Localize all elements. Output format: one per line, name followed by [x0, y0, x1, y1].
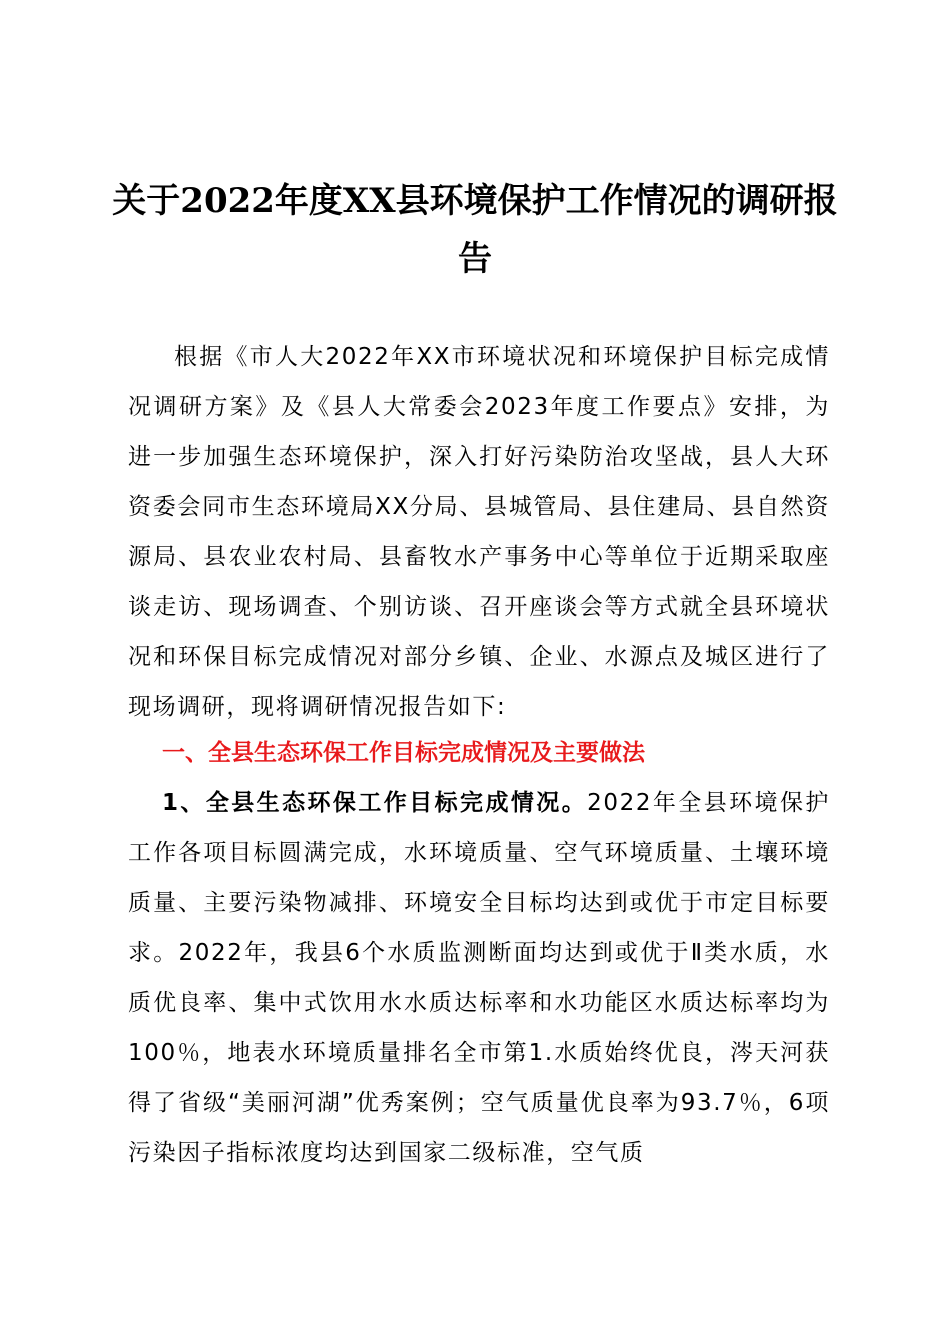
section-heading-1: 一、全县生态环保工作目标完成情况及主要做法: [162, 740, 645, 766]
paragraph-1: [128, 778, 830, 1178]
paragraph-1-body: 2022年全县环境保护工作各项目标圆满完成，水环境质量、空气环境质量、土壤环境质量、主要污染物减排、环境安全目标均达到或优于市定目标要求。2022年，我县6个水质监测断面均达到或优于Ⅱ类水质，水质优良率、集中式饮用水水质达标率和水功能区水质达标率均为100％，地表水环境质量排名全市第1.水质始终优良，涔天河获得了省级“美丽河湖”优秀案例；空气质量优良率为93.7％，6项污染因子指标浓度均达到国家二级标准，空气质: [128, 790, 830, 1166]
paragraph-1-lead: 1、全县生态环保工作目标完成情况。: [162, 790, 588, 816]
document-title: 关于2022年度XX县环境保护工作情况的调研报告: [112, 181, 838, 279]
intro-paragraph: 根据《市人大2022年XX市环境状况和环境保护目标完成情况调研方案》及《县人大常委会2023年度工作要点》安排，为进一步加强生态环境保护，深入打好污染防治攻坚战，县人大环资委会同市生态环境局XX分局、县城管局、县住建局、县自然资源局、县农业农村局、县畜牧水产事务中心等单位于近期采取座谈走访、现场调查、个别访谈、召开座谈会等方式就全县环境状况和环保目标完成情况对部分乡镇、企业、水源点及城区进行了现场调研，现将调研情况报告如下:: [128, 344, 830, 720]
